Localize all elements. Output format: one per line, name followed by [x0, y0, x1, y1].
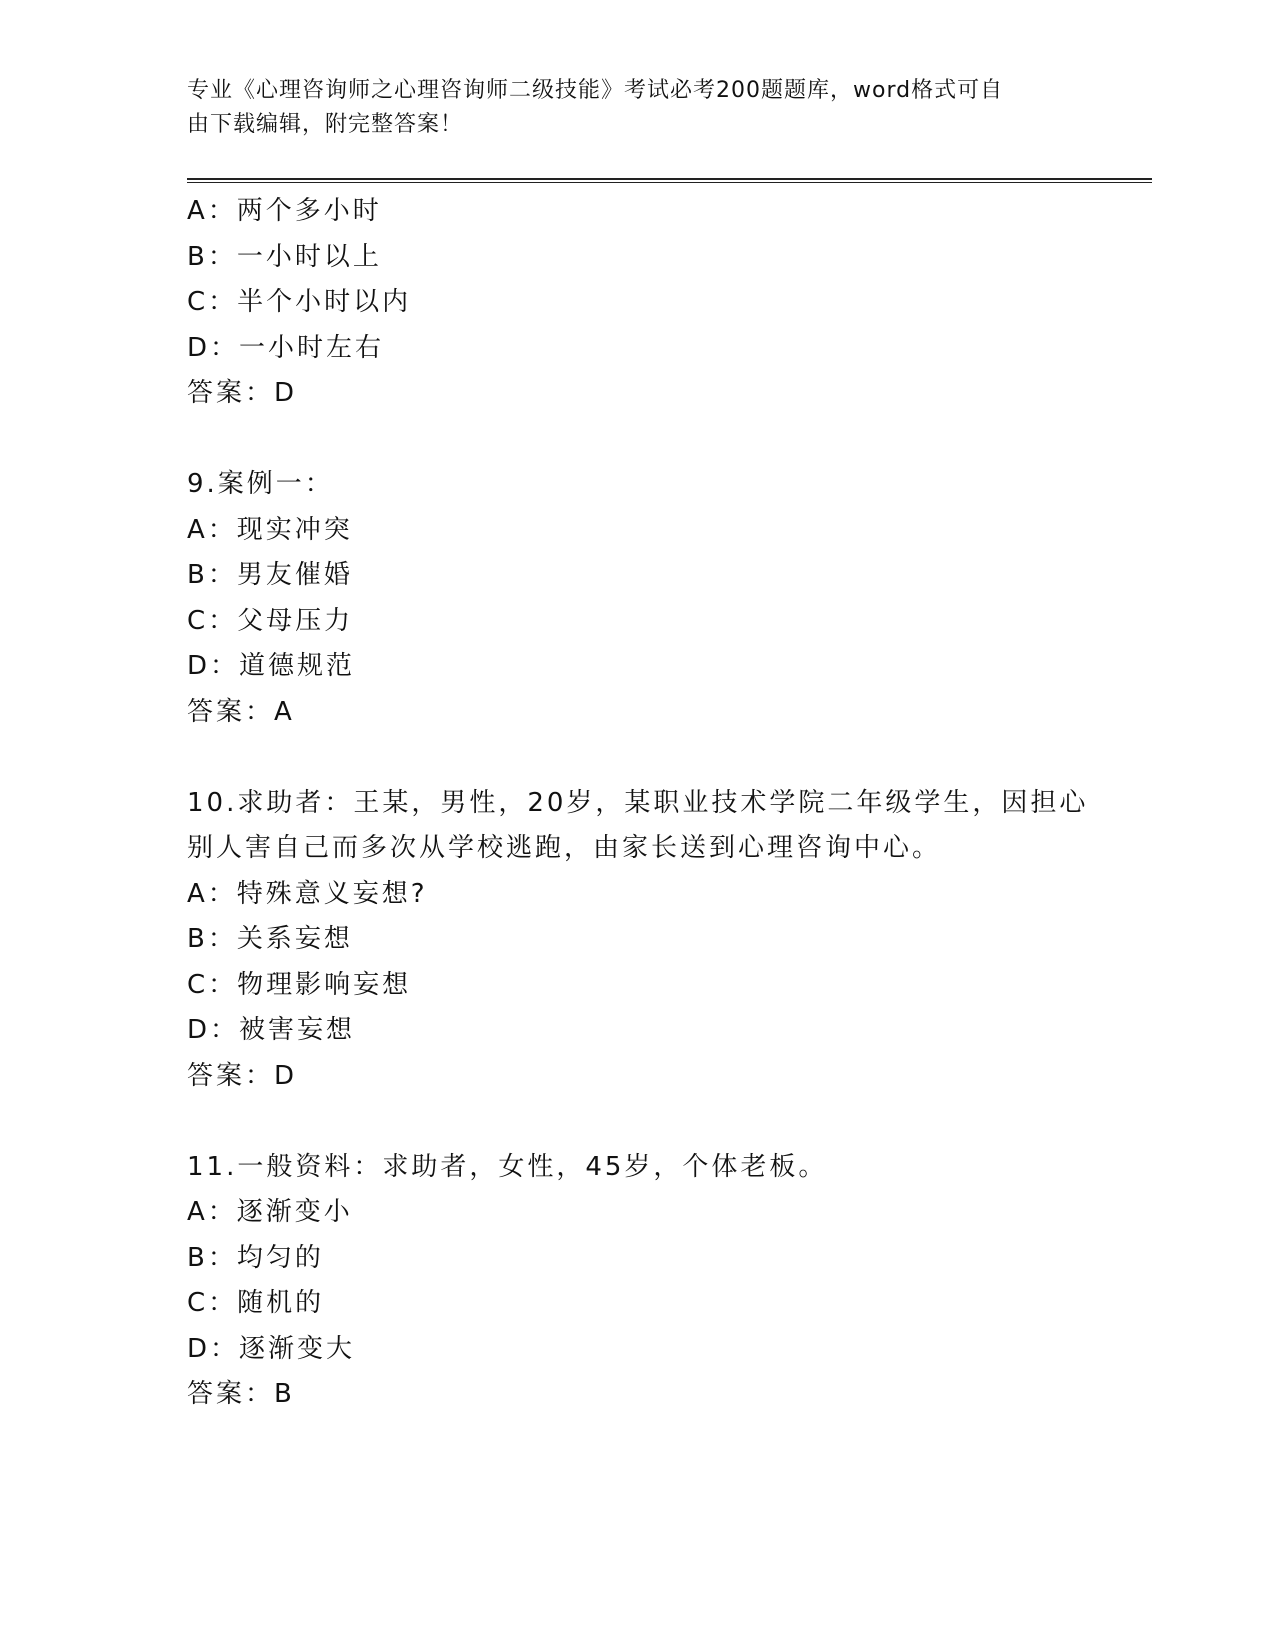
option-a: A：特殊意义妄想?	[187, 878, 428, 909]
answer: 答案：A	[187, 696, 295, 727]
question-list	[187, 189, 1147, 1418]
option-b: B：关系妄想	[187, 924, 353, 954]
spacer	[187, 735, 1147, 781]
spacer	[187, 1099, 1147, 1145]
question-text-line-1: 10.求助者：王某，男性，20岁，某职业技术学院二年级学生，因担心	[187, 787, 1089, 818]
option-d: D：一小时左右	[187, 332, 385, 363]
option-c: C：物理影响妄想	[187, 969, 412, 1000]
document-header	[187, 74, 1067, 142]
option-a: A：现实冲突	[187, 514, 353, 545]
answer: 答案：D	[187, 1060, 298, 1091]
answer: 答案：B	[187, 1379, 295, 1409]
header-divider	[187, 178, 1152, 183]
option-b: B：男友催婚	[187, 560, 353, 590]
option-c: C：父母压力	[187, 605, 354, 636]
question-9	[187, 462, 1147, 735]
option-a: A：两个多小时	[187, 196, 382, 226]
option-a: A：逐渐变小	[187, 1197, 353, 1227]
question-11	[187, 1145, 1147, 1418]
option-d: D：逐渐变大	[187, 1333, 356, 1364]
question-8	[187, 189, 1147, 417]
option-d: D：道德规范	[187, 651, 356, 681]
header-line-2: 由下载编辑，附完整答案！	[187, 112, 464, 137]
option-b: B：一小时以上	[187, 241, 382, 272]
option-b: B：均匀的	[187, 1242, 324, 1273]
spacer	[187, 417, 1147, 463]
question-text: 11.一般资料：求助者，女性，45岁，个体老板。	[187, 1151, 828, 1182]
answer: 答案：D	[187, 378, 298, 408]
option-c: C：半个小时以内	[187, 287, 412, 317]
option-c: C：随机的	[187, 1288, 325, 1318]
option-d: D：被害妄想	[187, 1015, 356, 1045]
question-10	[187, 781, 1147, 1100]
question-text-line-2: 别人害自己而多次从学校逃跑，由家长送到心理咨询中心。	[187, 833, 942, 863]
question-text: 9.案例一：	[187, 469, 334, 499]
header-line-1: 专业《心理咨询师之心理咨询师二级技能》考试必考200题题库，word格式可自	[187, 78, 1004, 103]
